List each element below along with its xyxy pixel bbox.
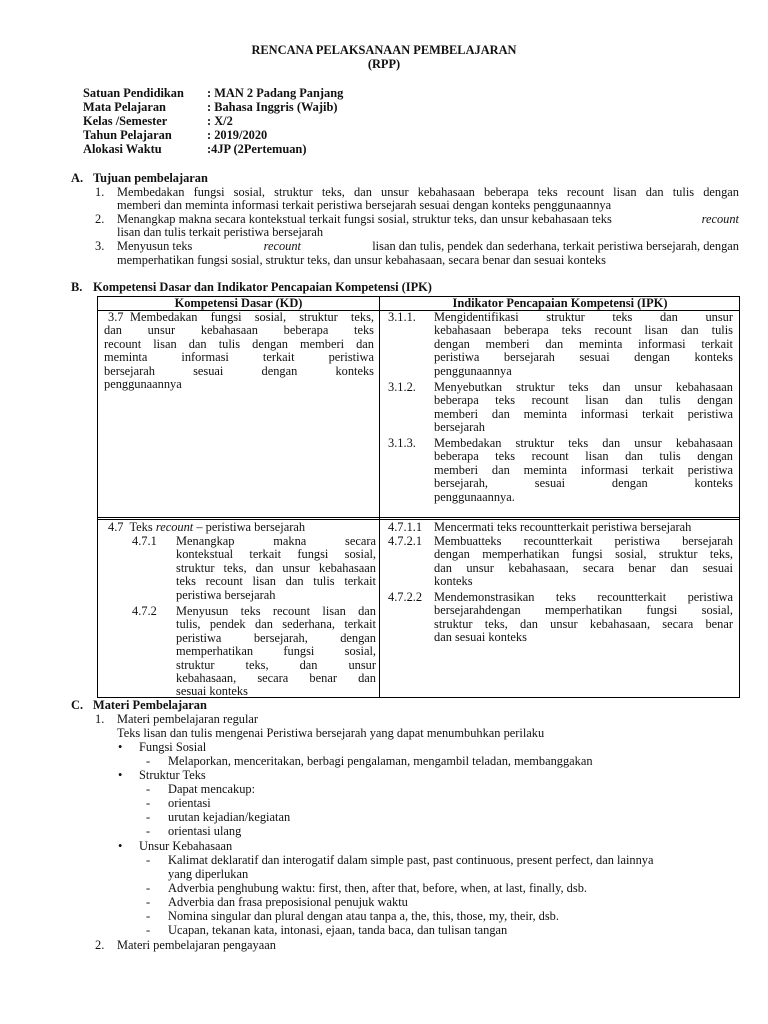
ipk-item	[388, 437, 734, 507]
materi-item: Nomina singular dan plural dengan atau tanpa a, the, this, those, my, their, dsb.	[168, 909, 559, 923]
materi-item: urutan kejadian/kegiatan	[168, 810, 291, 824]
dash-icon: -	[146, 881, 151, 895]
materi-regular-title: Materi pembelajaran regular	[117, 712, 259, 726]
list-text: Menyusun teks	[117, 239, 193, 253]
list-number: 2.	[95, 212, 105, 226]
ipk-number: 3.1.1.	[388, 310, 416, 324]
kd-text: Teks	[129, 520, 153, 534]
materi-pengayaan-title: Materi pembelajaran pengayaan	[117, 938, 276, 952]
kd-line: dan unsur kebahasaan beberapa teks	[104, 323, 374, 338]
section-title: Kompetensi Dasar dan Indikator Pencapaian Kompetensi (IPK)	[93, 280, 432, 294]
list-text-italic: recount	[263, 239, 301, 253]
document-title: RENCANA PELAKSANAAN PEMBELAJARAN	[251, 43, 517, 57]
identity-value: : 2019/2020	[207, 128, 268, 142]
section-title: Materi Pembelajaran	[93, 698, 207, 712]
materi-group-title: Unsur Kebahasaan	[139, 839, 233, 853]
kd-line: recount lisan dan tulis dengan memberi dan	[104, 336, 374, 351]
list-number: 2.	[95, 938, 105, 952]
table-row-divider	[98, 517, 739, 518]
materi-item: orientasi ulang	[168, 824, 242, 838]
ipk-number: 4.7.2.2	[388, 590, 423, 604]
list-text-line	[117, 240, 739, 253]
ipk-text: Membuatteks recountterkait peristiwa bersejarah dengan memperhatikan fungsi sosial, struktur teks, dan unsur kebahasaan, secara benar dan sesuai konteks	[434, 534, 733, 589]
kd-line: bersejarah sesuai dengan konteks	[104, 363, 374, 378]
dash-icon: -	[146, 782, 151, 796]
kd-sub-number: 4.7.1	[132, 534, 157, 548]
section-letter: A.	[71, 171, 84, 185]
dash-icon: -	[146, 754, 151, 768]
bullet-icon: •	[118, 740, 123, 754]
section-title: Tujuan pembelajaran	[93, 171, 208, 185]
materi-group-title: Fungsi Sosial	[139, 740, 207, 754]
document-subtitle: (RPP)	[367, 57, 401, 71]
ipk-item	[388, 311, 734, 381]
materi-item: Adverbia dan frasa preposisional penujuk waktu	[168, 895, 408, 909]
identity-value: : Bahasa Inggris (Wajib)	[207, 100, 338, 114]
materi-item: Kalimat deklaratif dan interogatif dalam simple past, past continuous, present perfect, dan lainnya	[168, 853, 654, 867]
dash-icon: -	[146, 796, 151, 810]
kd-line: penggunaannya	[104, 377, 182, 392]
table-header-kd: Kompetensi Dasar (KD)	[174, 296, 303, 310]
ipk-text: Membedakan struktur teks dan unsur kebahasaan beberapa teks recount lisan dan tulis dengan memberi dan meminta informasi terkait peristiwa bersejarah, sesuai dengan konteks penggunaannya.	[434, 436, 733, 504]
materi-item: yang diperlukan	[168, 867, 249, 881]
materi-intro: Teks lisan dan tulis mengenai Peristiwa bersejarah yang dapat menumbuhkan perilaku	[117, 726, 545, 740]
kd-line: meminta informasi terkait peristiwa	[104, 350, 374, 365]
ipk-text: Mendemonstrasikan teks recountterkait peristiwa bersejarahdengan memperhatikan fungsi sosial, struktur teks, dan unsur kebahasaan, secara benar dan sesuai konteks	[434, 590, 733, 645]
ipk-number: 4.7.2.1	[388, 534, 423, 548]
dash-icon: -	[146, 895, 151, 909]
kd-sub-text: Menangkap makna secara kontekstual terkait fungsi sosial, struktur teks, dan unsur kebahasaan teks recount lisan dan tulis terkait peristiwa bersejarah	[176, 534, 376, 602]
kd-sub-item	[132, 535, 378, 605]
materi-item: Dapat mencakup:	[168, 782, 256, 796]
section-letter: C.	[71, 698, 84, 712]
kd-number: 3.7	[108, 310, 124, 324]
materi-item: Ucapan, tekanan kata, intonasi, ejaan, tanda baca, dan tulisan tangan	[168, 923, 508, 937]
ipk-item	[388, 591, 734, 647]
materi-group-title: Struktur Teks	[139, 768, 206, 782]
kd-sub-number: 4.7.2	[132, 604, 157, 618]
identity-value: : X/2	[207, 114, 233, 128]
identity-value: :4JP (2Pertemuan)	[207, 142, 307, 156]
materi-item: orientasi	[168, 796, 211, 810]
ipk-block	[388, 521, 734, 647]
list-text-italic: recount	[701, 212, 739, 226]
bullet-icon: •	[118, 768, 123, 782]
ipk-item	[388, 535, 734, 591]
kd-sub-item	[132, 605, 378, 701]
list-number: 1.	[95, 712, 105, 726]
ipk-item	[388, 381, 734, 437]
kd-sub-text: Menyusun teks recount lisan dan tulis, pendek dan sederhana, terkait peristiwa bersejarah, dengan memperhatikan fungsi sosial, struktur teks, dan unsur kebahasaan, secara benar dan sesuai konteks	[176, 604, 376, 699]
bullet-icon: •	[118, 839, 123, 853]
ipk-number: 3.1.3.	[388, 436, 416, 450]
kd-line: Membedakan fungsi sosial, struktur teks,	[130, 310, 374, 324]
table-header-ipk: Indikator Pencapaian Kompetensi (IPK)	[452, 296, 668, 310]
kd-text: – peristiwa bersejarah	[196, 520, 306, 534]
kd-ipk-table	[97, 296, 740, 698]
ipk-text: Mengidentifikasi struktur teks dan unsur kebahasaan beberapa teks recount lisan dan tulis dengan memberi dan meminta informasi terkait peristiwa bersejarah sesuai dengan konteks penggunaannya	[434, 310, 733, 378]
identity-label: Kelas /Semester	[83, 114, 168, 128]
ipk-item	[388, 521, 734, 535]
dash-icon: -	[146, 923, 151, 937]
identity-label: Satuan Pendidikan	[83, 86, 184, 100]
ipk-number: 3.1.2.	[388, 380, 416, 394]
dash-icon: -	[146, 853, 151, 867]
dash-icon: -	[146, 824, 151, 838]
list-text: memberi dan meminta informasi terkait peristiwa bersejarah sesuai dengan konteks penggunaannya	[117, 198, 612, 212]
ipk-text: Mencermati teks recountterkait peristiwa bersejarah	[434, 520, 692, 534]
kd-text-italic: recount	[155, 520, 194, 534]
kd-number: 4.7	[108, 520, 124, 534]
list-number: 3.	[95, 239, 105, 253]
list-text: Membedakan fungsi sosial, struktur teks, dan unsur kebahasaan beberapa teks recount lisan dan tulis dengan	[117, 185, 739, 199]
identity-label: Alokasi Waktu	[83, 142, 162, 156]
section-letter: B.	[71, 280, 83, 294]
ipk-number: 4.7.1.1	[388, 520, 423, 534]
list-text: memperhatikan fungsi sosial, struktur teks, dan unsur kebahasaan, secara benar dan sesuai konteks	[117, 253, 606, 267]
list-text: lisan dan tulis terkait peristiwa bersejarah	[117, 225, 324, 239]
list-text: lisan dan tulis, pendek dan sederhana, terkait peristiwa bersejarah, dengan	[372, 239, 739, 253]
table-column-divider	[379, 297, 380, 697]
identity-label: Mata Pelajaran	[83, 100, 166, 114]
list-number: 1.	[95, 185, 105, 199]
identity-label: Tahun Pelajaran	[83, 128, 172, 142]
kd-sub-block	[132, 535, 378, 701]
dash-icon: -	[146, 909, 151, 923]
identity-value: : MAN 2 Padang Panjang	[207, 86, 344, 100]
ipk-block	[388, 311, 734, 507]
list-text: Menangkap makna secara kontekstual terkait fungsi sosial, struktur teks, dan unsur kebahasaan teks	[117, 212, 612, 226]
kd-heading	[108, 521, 305, 534]
dash-icon: -	[146, 810, 151, 824]
ipk-text: Menyebutkan struktur teks dan unsur kebahasaan beberapa teks recount lisan dan tulis dengan memberi dan meminta informasi terkait peristiwa bersejarah	[434, 380, 733, 435]
materi-item: Adverbia penghubung waktu: first, then, after that, before, when, at last, finally, dsb.	[168, 881, 587, 895]
materi-item: Melaporkan, menceritakan, berbagi pengalaman, mengambil teladan, membanggakan	[168, 754, 593, 768]
